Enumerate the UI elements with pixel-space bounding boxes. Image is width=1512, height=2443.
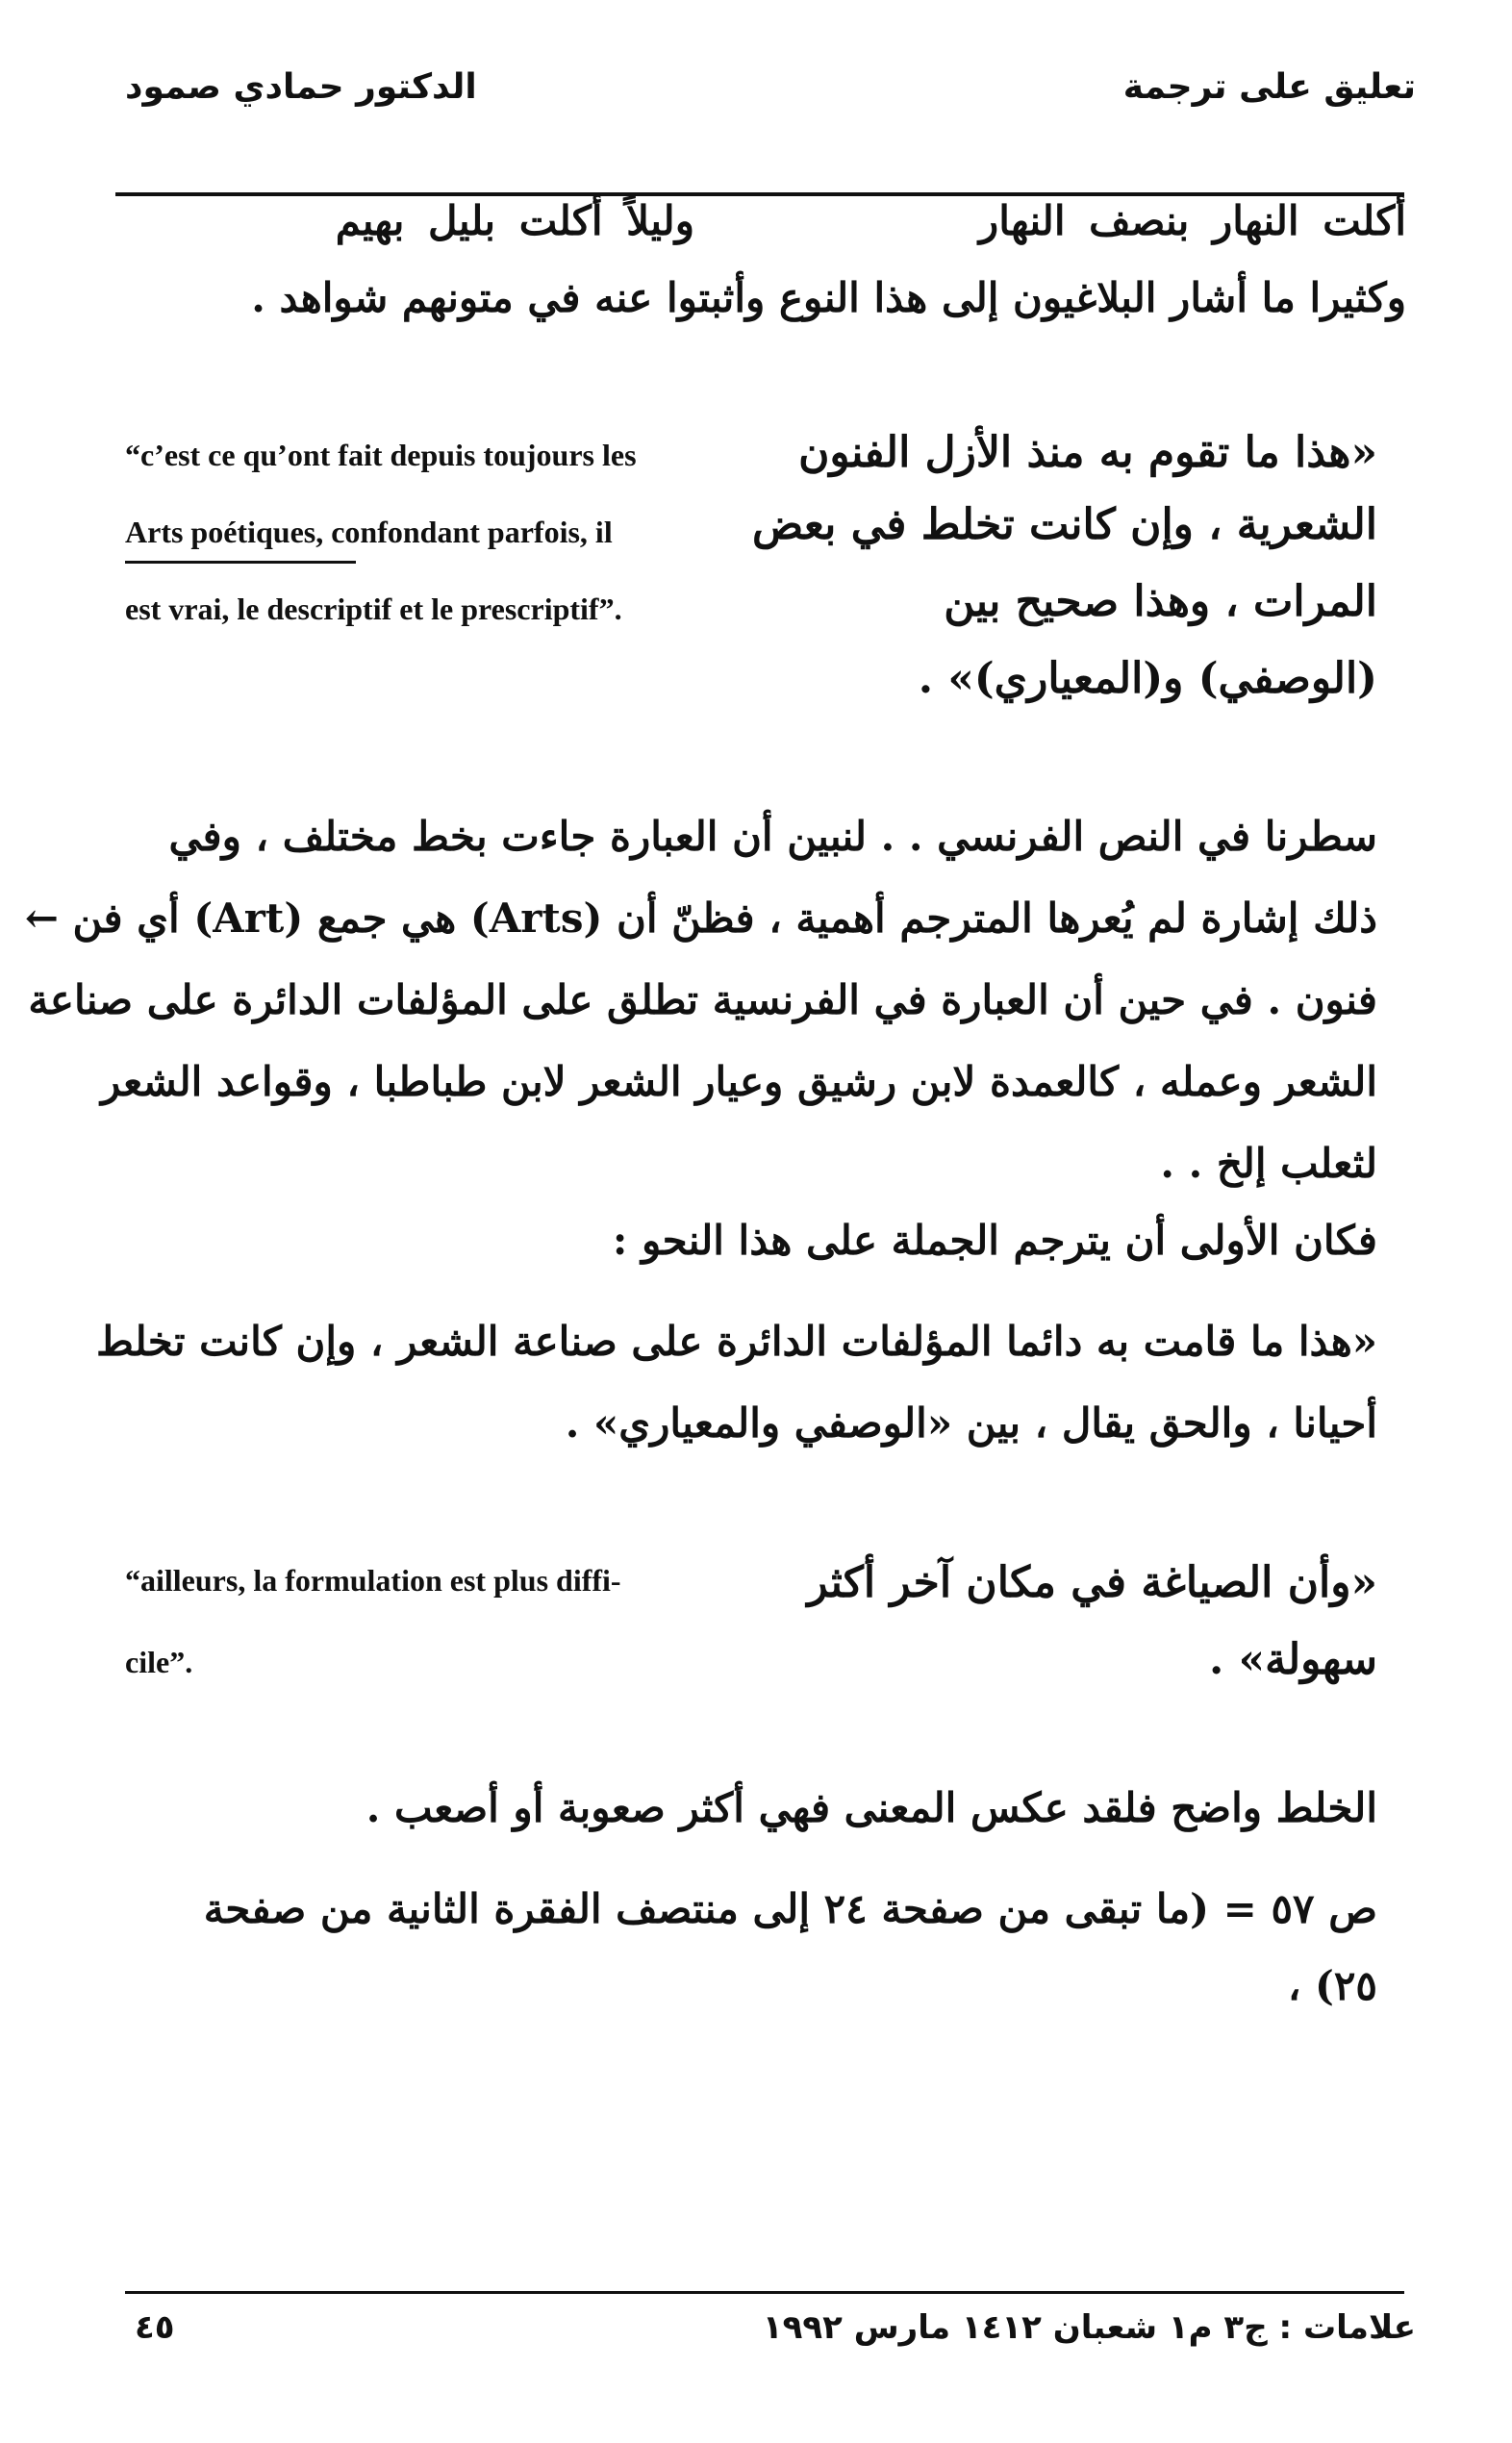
header-rule: [115, 192, 1404, 196]
quote1-ar-line: «هذا ما تقوم به منذ الأزل الفنون: [798, 428, 1377, 477]
footer-journal-info: علامات : ج٣ م١ شعبان ١٤١٢ مارس ١٩٩٢: [762, 2308, 1416, 2347]
paragraph-line: لثعلب إلخ . .: [1160, 1140, 1377, 1187]
verse-hemistich-right: أكلت النهار بنصف النهار: [978, 197, 1406, 244]
quote2-fr-line: cile”.: [125, 1645, 193, 1679]
quote1-ar-line: الشعرية ، وإن كانت تخلط في بعض: [752, 500, 1377, 549]
running-header-title: تعليق على ترجمة: [1122, 67, 1416, 107]
verse-hemistich-left: وليلاً أكلت بليل بهيم: [335, 197, 694, 244]
quote1-ar-line: (الوصفي) و(المعياري)» .: [918, 654, 1377, 703]
paragraph-line: أحيانا ، والحق يقال ، بين «الوصفي والمعياري» .: [565, 1399, 1377, 1447]
paragraph-line: «هذا ما قامت به دائما المؤلفات الدائرة على صناعة الشعر ، وإن كانت تخلط: [95, 1318, 1377, 1365]
page-number: ٤٥: [135, 2308, 175, 2347]
intro-line: وكثيرا ما أشار البلاغيون إلى هذا النوع وأثبتوا عنه في متونهم شواهد .: [251, 274, 1406, 321]
paragraph-line: سطرنا في النص الفرنسي . . لنبين أن العبارة جاءت بخط مختلف ، وفي: [168, 813, 1377, 860]
paragraph-line: ذلك إشارة لم يُعرها المترجم أهمية ، فظنّ أن (Arts) هي جمع (Art) أي فن ←: [24, 894, 1377, 942]
quote1-fr-line: Arts poétiques, confondant parfois, il: [125, 515, 613, 549]
underline-rule: [125, 561, 356, 564]
quote2-ar-line: «وأن الصياغة في مكان آخر أكثر: [807, 1558, 1377, 1607]
paragraph-lead: فكان الأولى أن يترجم الجملة على هذا النحو :: [612, 1217, 1377, 1264]
paragraph-line: الشعر وعمله ، كالعمدة لابن رشيق وعيار الشعر لابن طباطبا ، وقواعد الشعر: [100, 1058, 1377, 1105]
quote2-fr-line: “ailleurs, la formulation est plus diffi-: [125, 1563, 621, 1598]
footer-rule: [125, 2291, 1404, 2294]
running-header-author: الدكتور حمادي صمود: [125, 67, 477, 107]
quote1-fr-line: est vrai, le descriptif et le prescriptif”.: [125, 592, 622, 626]
paragraph-line: فنون . في حين أن العبارة في الفرنسية تطلق على المؤلفات الدائرة على صناعة: [28, 976, 1377, 1023]
quote1-ar-line: المرات ، وهذا صحيح بين: [944, 577, 1377, 626]
paragraph-line: الخلط واضح فلقد عكس المعنى فهي أكثر صعوبة أو أصعب .: [365, 1784, 1377, 1831]
page-reference-line: ص ٥٧ = (ما تبقى من صفحة ٢٤ إلى منتصف الفقرة الثانية من صفحة: [203, 1885, 1377, 1932]
quote2-ar-line: سهولة» .: [1208, 1635, 1377, 1684]
page-reference-line: ٢٥) ،: [1287, 1962, 1377, 2009]
quote1-fr-line: “c’est ce qu’ont fait depuis toujours les: [125, 438, 637, 472]
